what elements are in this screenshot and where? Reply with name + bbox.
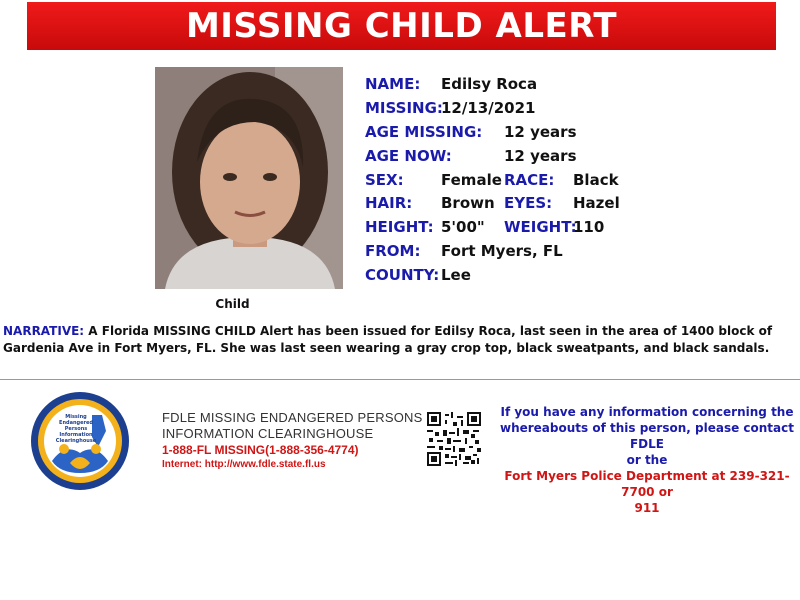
logo-word-3: Persons	[64, 426, 88, 432]
age-missing-value: 12 years	[504, 123, 577, 141]
hair-value: Brown	[441, 194, 495, 212]
logo-word-2: Endangered	[59, 420, 93, 426]
name-value: Edilsy Roca	[441, 75, 538, 93]
narrative-text: A Florida MISSING CHILD Alert has been issued for Edilsy Roca, last seen in the area of 1400 block of Gardenia Ave in Fort Myers, FL. She was last seen wearing a gray crop top, black sweatpants, and black sandals.	[3, 324, 773, 355]
age-missing-label: AGE MISSING:	[365, 123, 483, 141]
org-phone: 1-888-FL MISSING(1-888-356-4774)	[162, 443, 359, 457]
name-label: NAME:	[365, 75, 421, 93]
contact-line-1: If you have any information concerning the	[500, 405, 794, 419]
org-line-2: INFORMATION CLEARINGHOUSE	[162, 426, 374, 441]
race-label: RACE:	[504, 171, 555, 189]
hair-label: HAIR:	[365, 194, 413, 212]
qr-code	[427, 412, 481, 466]
fdle-clearinghouse-logo	[30, 391, 130, 491]
county-label: COUNTY:	[365, 266, 440, 284]
contact-line-3: or the	[626, 453, 668, 467]
org-line-1: FDLE MISSING ENDANGERED PERSONS	[162, 410, 423, 425]
contact-line-4: Fort Myers Police Department at 239-321-7700 or	[504, 469, 790, 499]
photo-caption	[155, 297, 310, 311]
weight-value: 110	[573, 218, 605, 236]
alert-banner	[27, 2, 776, 50]
race-value: Black	[573, 171, 619, 189]
age-now-value: 12 years	[504, 147, 577, 165]
sex-value: Female	[441, 171, 502, 189]
narrative	[3, 323, 795, 357]
logo-word-4: Information	[59, 432, 93, 438]
height-value: 5'00"	[441, 218, 485, 236]
narrative-label: NARRATIVE:	[3, 324, 85, 338]
org-website: Internet: http://www.fdle.state.fl.us	[162, 459, 326, 470]
footer-divider	[0, 379, 800, 380]
alert-title: MISSING CHILD ALERT	[185, 6, 618, 46]
age-now-label: AGE NOW:	[365, 147, 452, 165]
logo-word-1: Missing	[65, 414, 87, 420]
contact-line-2: whereabouts of this person, please contact FDLE	[499, 421, 794, 451]
missing-label: MISSING:	[365, 99, 443, 117]
eyes-value: Hazel	[573, 194, 620, 212]
weight-label: WEIGHT:	[504, 218, 577, 236]
org-info	[162, 410, 422, 472]
contact-line-5: 911	[634, 501, 660, 515]
eyes-label: EYES:	[504, 194, 553, 212]
from-label: FROM:	[365, 242, 421, 260]
missing-value: 12/13/2021	[441, 99, 536, 117]
child-photo	[155, 67, 343, 289]
county-value: Lee	[441, 266, 471, 284]
photo-caption-text: Child	[215, 297, 250, 311]
height-label: HEIGHT:	[365, 218, 434, 236]
from-value: Fort Myers, FL	[441, 242, 563, 260]
logo-word-5: Clearinghouse	[55, 438, 97, 444]
contact-info	[496, 404, 798, 516]
sex-label: SEX:	[365, 171, 404, 189]
